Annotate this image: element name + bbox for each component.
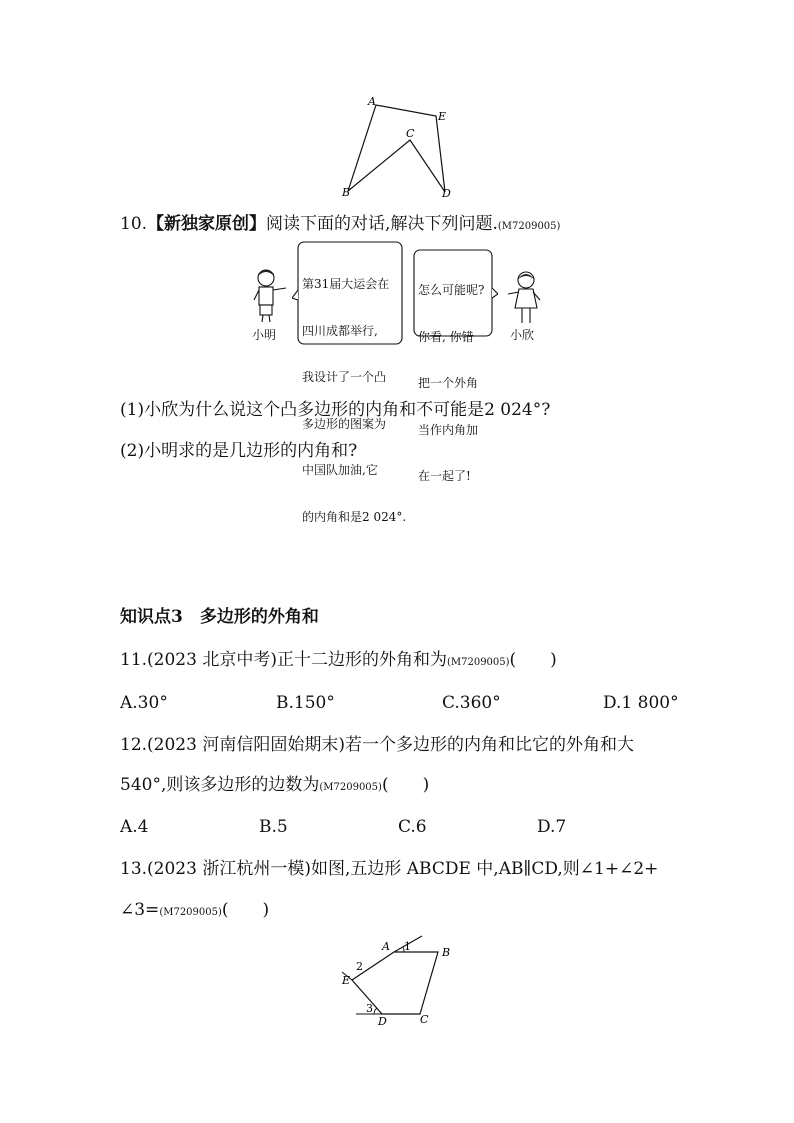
q11-option-a: A.30° — [120, 693, 168, 713]
xiaoxin-line: 把一个外角 — [418, 376, 479, 390]
q11-paren: ( ) — [509, 650, 557, 670]
fig-label-c: C — [420, 1013, 429, 1026]
fig-angle-3: 3 — [366, 1002, 373, 1015]
xiaoxin-line: 你看, 你错 — [418, 329, 474, 344]
q13-line1: 13.(2023 浙江杭州一模)如图,五边形 ABCDE 中,AB∥CD,则∠1+∠2+ — [120, 859, 659, 879]
q10-code: (M7209005) — [497, 221, 561, 232]
figure-top-polyline — [348, 105, 445, 192]
q11-option-c: C.360° — [442, 693, 501, 713]
girl-figure — [504, 270, 548, 326]
figure-pentagon — [330, 928, 470, 1028]
q12-line1: 12.(2023 河南信阳固始期末)若一个多边形的内角和比它的外角和大 — [120, 735, 634, 755]
angle-arc-3 — [374, 1008, 377, 1014]
xiaoxin-line: 怎么可能呢? — [418, 283, 485, 297]
q10-stem — [120, 213, 560, 238]
xiaoming-name: 小明 — [252, 328, 277, 342]
q10-text: 阅读下面的对话,解决下列问题. — [266, 214, 498, 234]
label-c: C — [406, 127, 415, 140]
xiaoxin-name: 小欣 — [510, 328, 535, 342]
xiaoxin-bubble-text — [418, 252, 484, 516]
pentagon-shape — [352, 952, 438, 1014]
figure-top — [330, 90, 470, 202]
q10-number: 10. — [120, 214, 148, 234]
q10-tag: 【新独家原创】 — [147, 214, 267, 234]
xiaoming-line: 我设计了一个凸 — [302, 370, 387, 384]
fig-angle-2: 2 — [356, 960, 363, 973]
q13-text: ∠3= — [120, 900, 160, 920]
q12-option-b: B.5 — [259, 817, 288, 837]
section-heading: 知识点3 多边形的外角和 — [120, 607, 319, 627]
boy-figure — [248, 268, 292, 324]
fig-label-e: E — [342, 974, 351, 987]
label-d: D — [442, 187, 451, 200]
fig-label-a: A — [382, 940, 390, 953]
xiaoming-line: 第31届大运会在 — [302, 277, 390, 291]
q13-line2 — [120, 899, 269, 924]
xiaoming-line: 四川成都举行, — [302, 323, 378, 338]
q11-stem — [120, 649, 557, 674]
q13-paren: ( ) — [221, 900, 270, 920]
q12-option-a: A.4 — [120, 817, 149, 837]
q12-paren: ( ) — [381, 775, 430, 795]
label-a: A — [368, 95, 376, 108]
q11-option-d: D.1 800° — [603, 693, 679, 713]
fig-label-b: B — [442, 946, 451, 959]
q12-option-d: D.7 — [537, 817, 567, 837]
fig-label-d: D — [378, 1015, 387, 1028]
q12-line2 — [120, 774, 429, 799]
xiaoxin-line: 当作内角加 — [418, 422, 479, 437]
xiaoming-line: 多边形的图案为 — [302, 416, 387, 431]
label-b: B — [342, 186, 351, 199]
q12-text: 540°,则该多边形的边数为 — [120, 775, 320, 795]
xiaoming-line: 的内角和是2 024°. — [302, 509, 407, 524]
xiaoxin-line: 在一起了! — [418, 469, 471, 483]
q12-code: (M7209005) — [319, 782, 382, 793]
q11-code: (M7209005) — [446, 657, 510, 668]
q11-text: 11.(2023 北京中考)正十二边形的外角和为 — [120, 650, 447, 670]
q10-sub2: (2)小明求的是几边形的内角和? — [120, 441, 358, 461]
q13-code: (M7209005) — [159, 907, 222, 918]
q10-sub1: (1)小欣为什么说这个凸多边形的内角和不可能是2 024°? — [120, 400, 551, 420]
q12-option-c: C.6 — [398, 817, 427, 837]
xiaoming-line: 中国队加油,它 — [302, 463, 378, 477]
fig-angle-1: 1 — [404, 940, 411, 953]
label-e: E — [438, 110, 447, 123]
q11-option-b: B.150° — [276, 693, 335, 713]
